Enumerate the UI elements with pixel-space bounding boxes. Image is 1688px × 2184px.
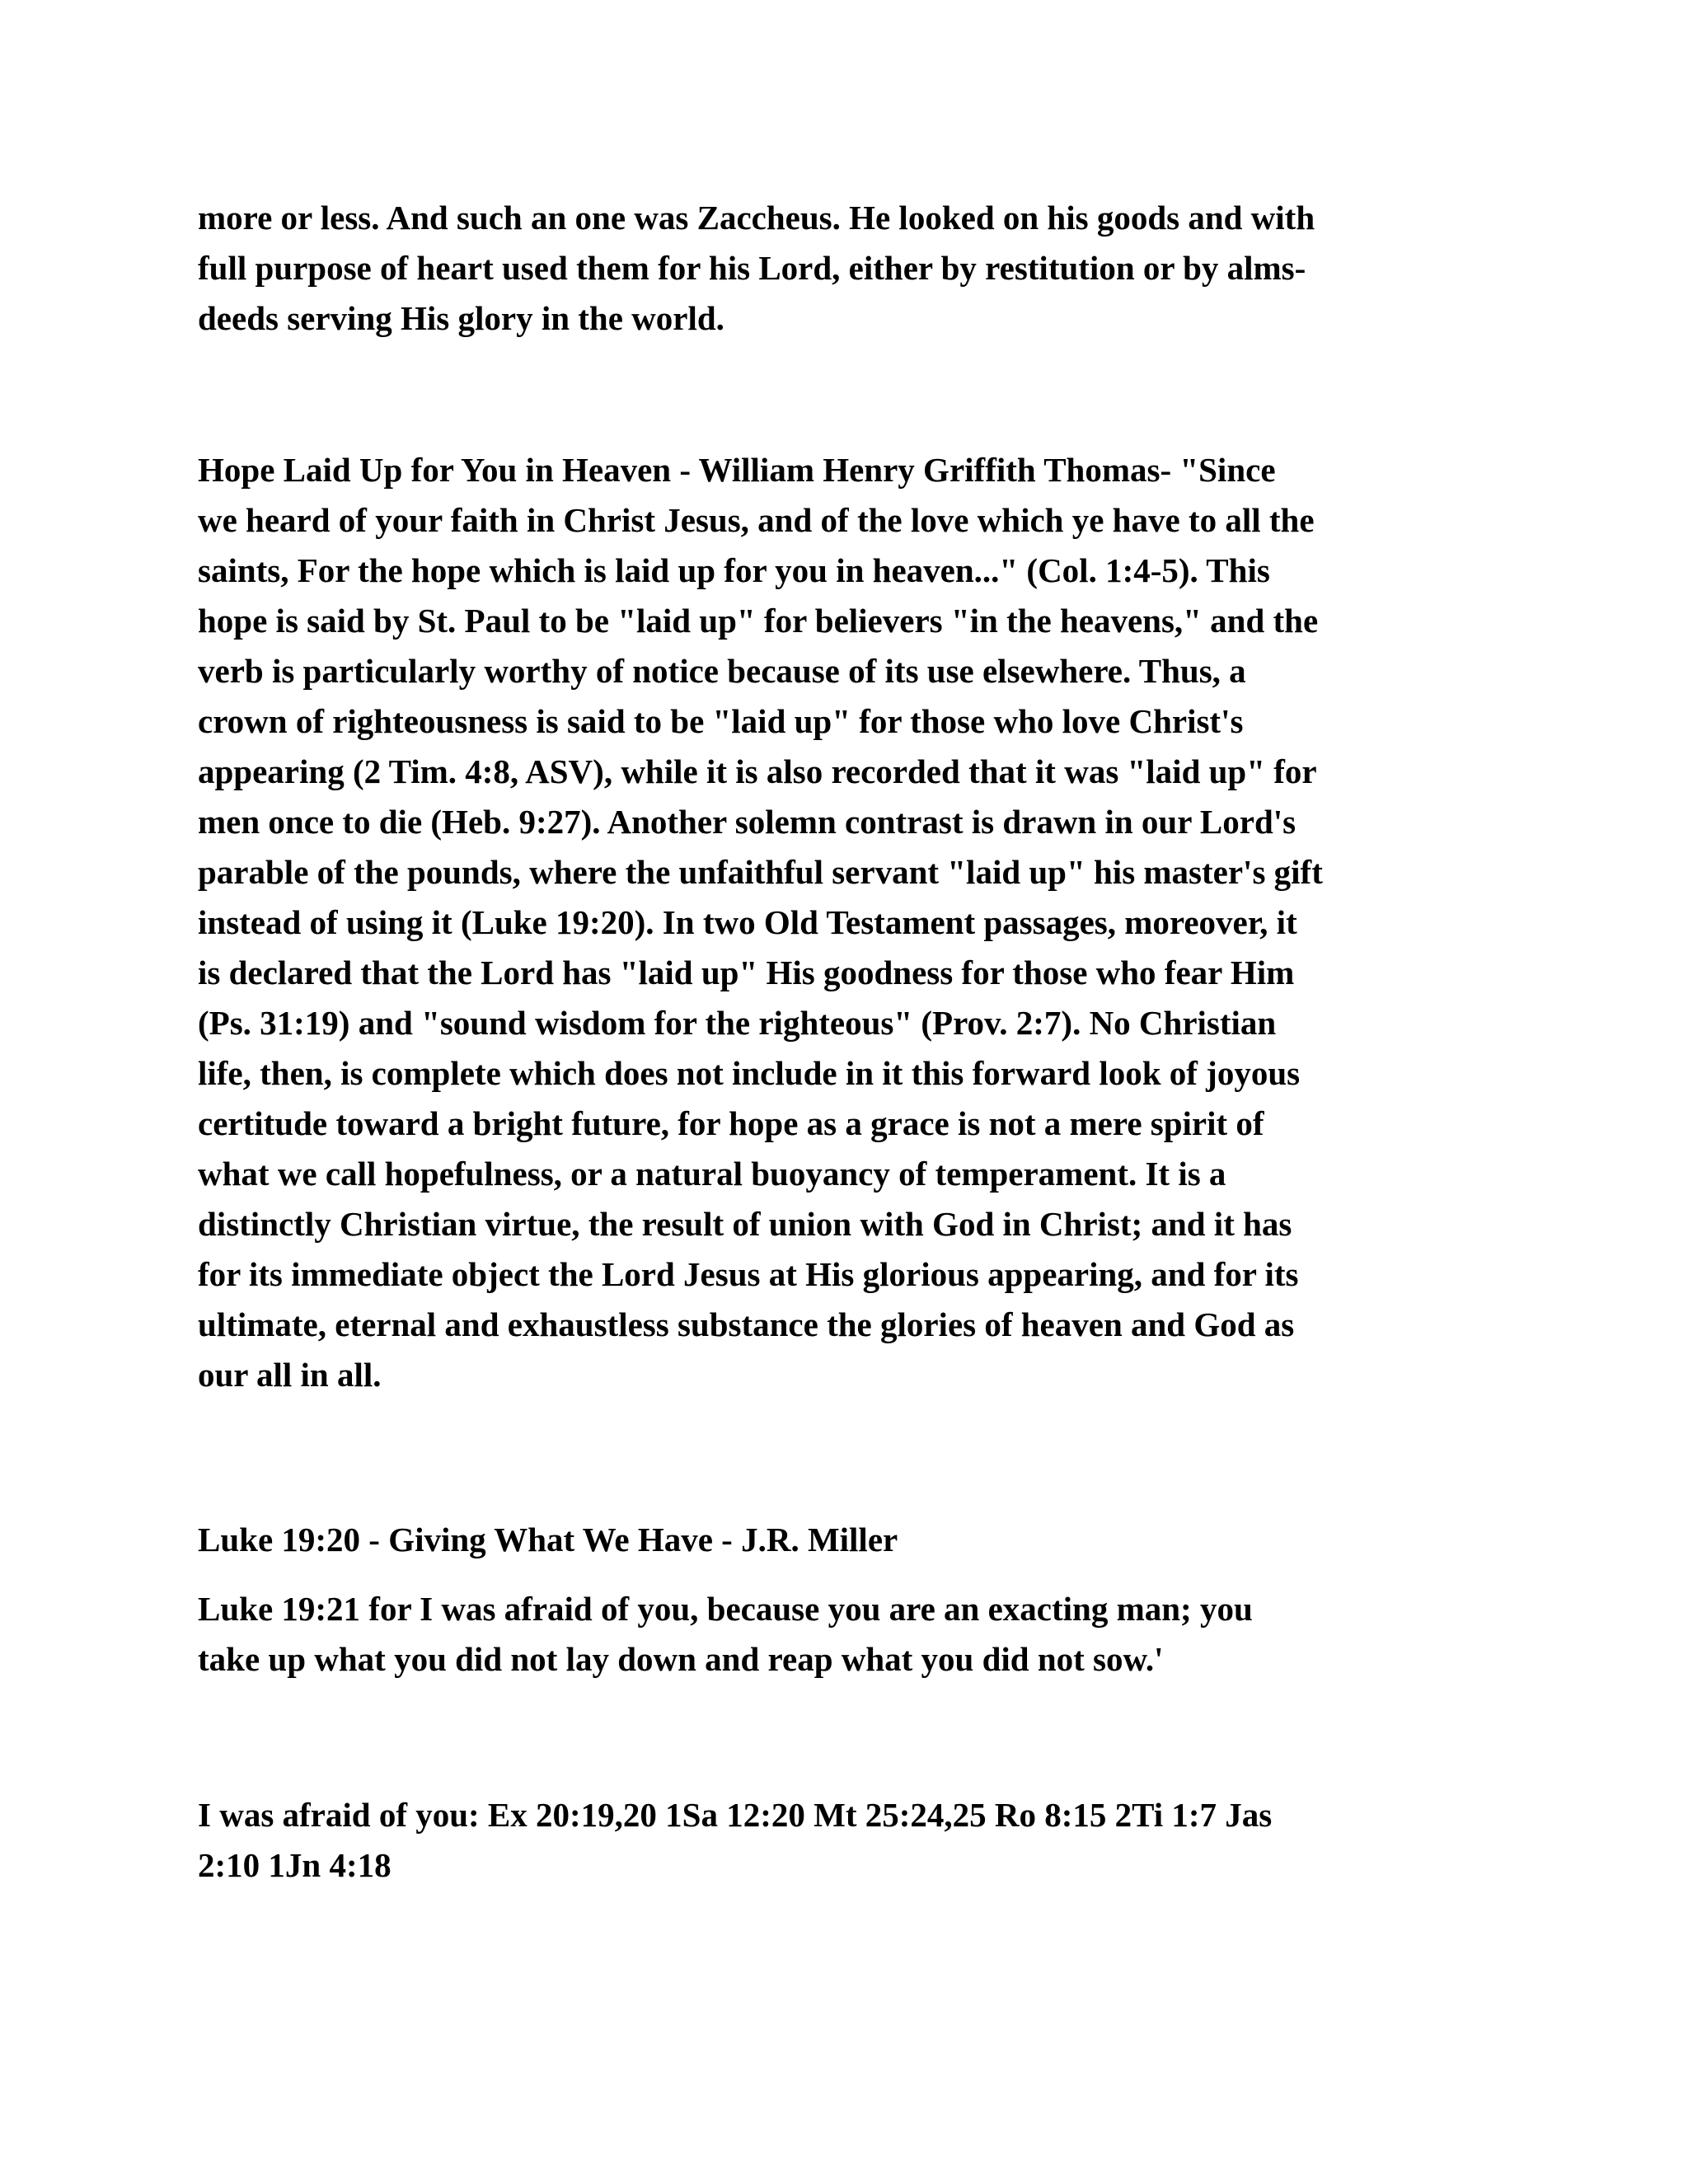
text-line: crown of righteousness is said to be "laid up" for those who love Christ's (198, 702, 1244, 740)
text-line: appearing (2 Tim. 4:8, ASV), while it is also recorded that it was "laid up" for (198, 752, 1317, 790)
text-line: for its immediate object the Lord Jesus at His glorious appearing, and for its (198, 1255, 1299, 1293)
text-line: Luke 19:21 for I was afraid of you, because you are an exacting man; you (198, 1590, 1253, 1628)
text-line: Luke 19:20 - Giving What We Have - J.R. Miller (198, 1521, 898, 1558)
text-line: (Ps. 31:19) and "sound wisdom for the righteous" (Prov. 2:7). No Christian (198, 1004, 1277, 1042)
text-line: verb is particularly worthy of notice because of its use elsewhere. Thus, a (198, 652, 1246, 690)
text-line: what we call hopefulness, or a natural buoyancy of temperament. It is a (198, 1155, 1226, 1193)
text-line: parable of the pounds, where the unfaithful servant "laid up" his master's gift (198, 853, 1323, 891)
section-heading-giving-what-we-have (198, 1515, 1484, 1565)
text-line: hope is said by St. Paul to be "laid up" for believers "in the heavens," and the (198, 602, 1319, 640)
text-line: more or less. And such an one was Zaccheus. He looked on his goods and with (198, 199, 1315, 237)
text-line: is declared that the Lord has "laid up" His goodness for those who fear Him (198, 954, 1295, 991)
text-line: Hope Laid Up for You in Heaven - William Henry Griffith Thomas- "Since (198, 451, 1276, 489)
text-line: I was afraid of you: Ex 20:19,20 1Sa 12:20 Mt 25:24,25 Ro 8:15 2Ti 1:7 Jas (198, 1796, 1273, 1834)
paragraph-hope-laid-up (198, 445, 1484, 1400)
paragraph-zaccheus (198, 193, 1484, 344)
text-line: men once to die (Heb. 9:27). Another solemn contrast is drawn in our Lord's (198, 803, 1296, 841)
text-line: take up what you did not lay down and reap what you did not sow.' (198, 1640, 1164, 1678)
paragraph-luke-verse (198, 1584, 1484, 1685)
text-line: life, then, is complete which does not include in it this forward look of joyous (198, 1054, 1301, 1092)
text-line: full purpose of heart used them for his Lord, either by restitution or by alms- (198, 249, 1306, 287)
text-line: our all in all. (198, 1356, 382, 1394)
text-line: certitude toward a bright future, for hope as a grace is not a mere spirit of (198, 1104, 1264, 1142)
text-line: saints, For the hope which is laid up for you in heaven..." (Col. 1:4-5). This (198, 551, 1270, 589)
text-line: deeds serving His glory in the world. (198, 299, 724, 337)
text-line: ultimate, eternal and exhaustless substance the glories of heaven and God as (198, 1305, 1295, 1343)
text-line: distinctly Christian virtue, the result of union with God in Christ; and it has (198, 1205, 1292, 1243)
text-line: 2:10 1Jn 4:18 (198, 1846, 392, 1884)
text-line: we heard of your faith in Christ Jesus, and of the love which ye have to all the (198, 501, 1315, 539)
text-line: instead of using it (Luke 19:20). In two Old Testament passages, moreover, it (198, 903, 1297, 941)
paragraph-cross-references (198, 1790, 1484, 1891)
